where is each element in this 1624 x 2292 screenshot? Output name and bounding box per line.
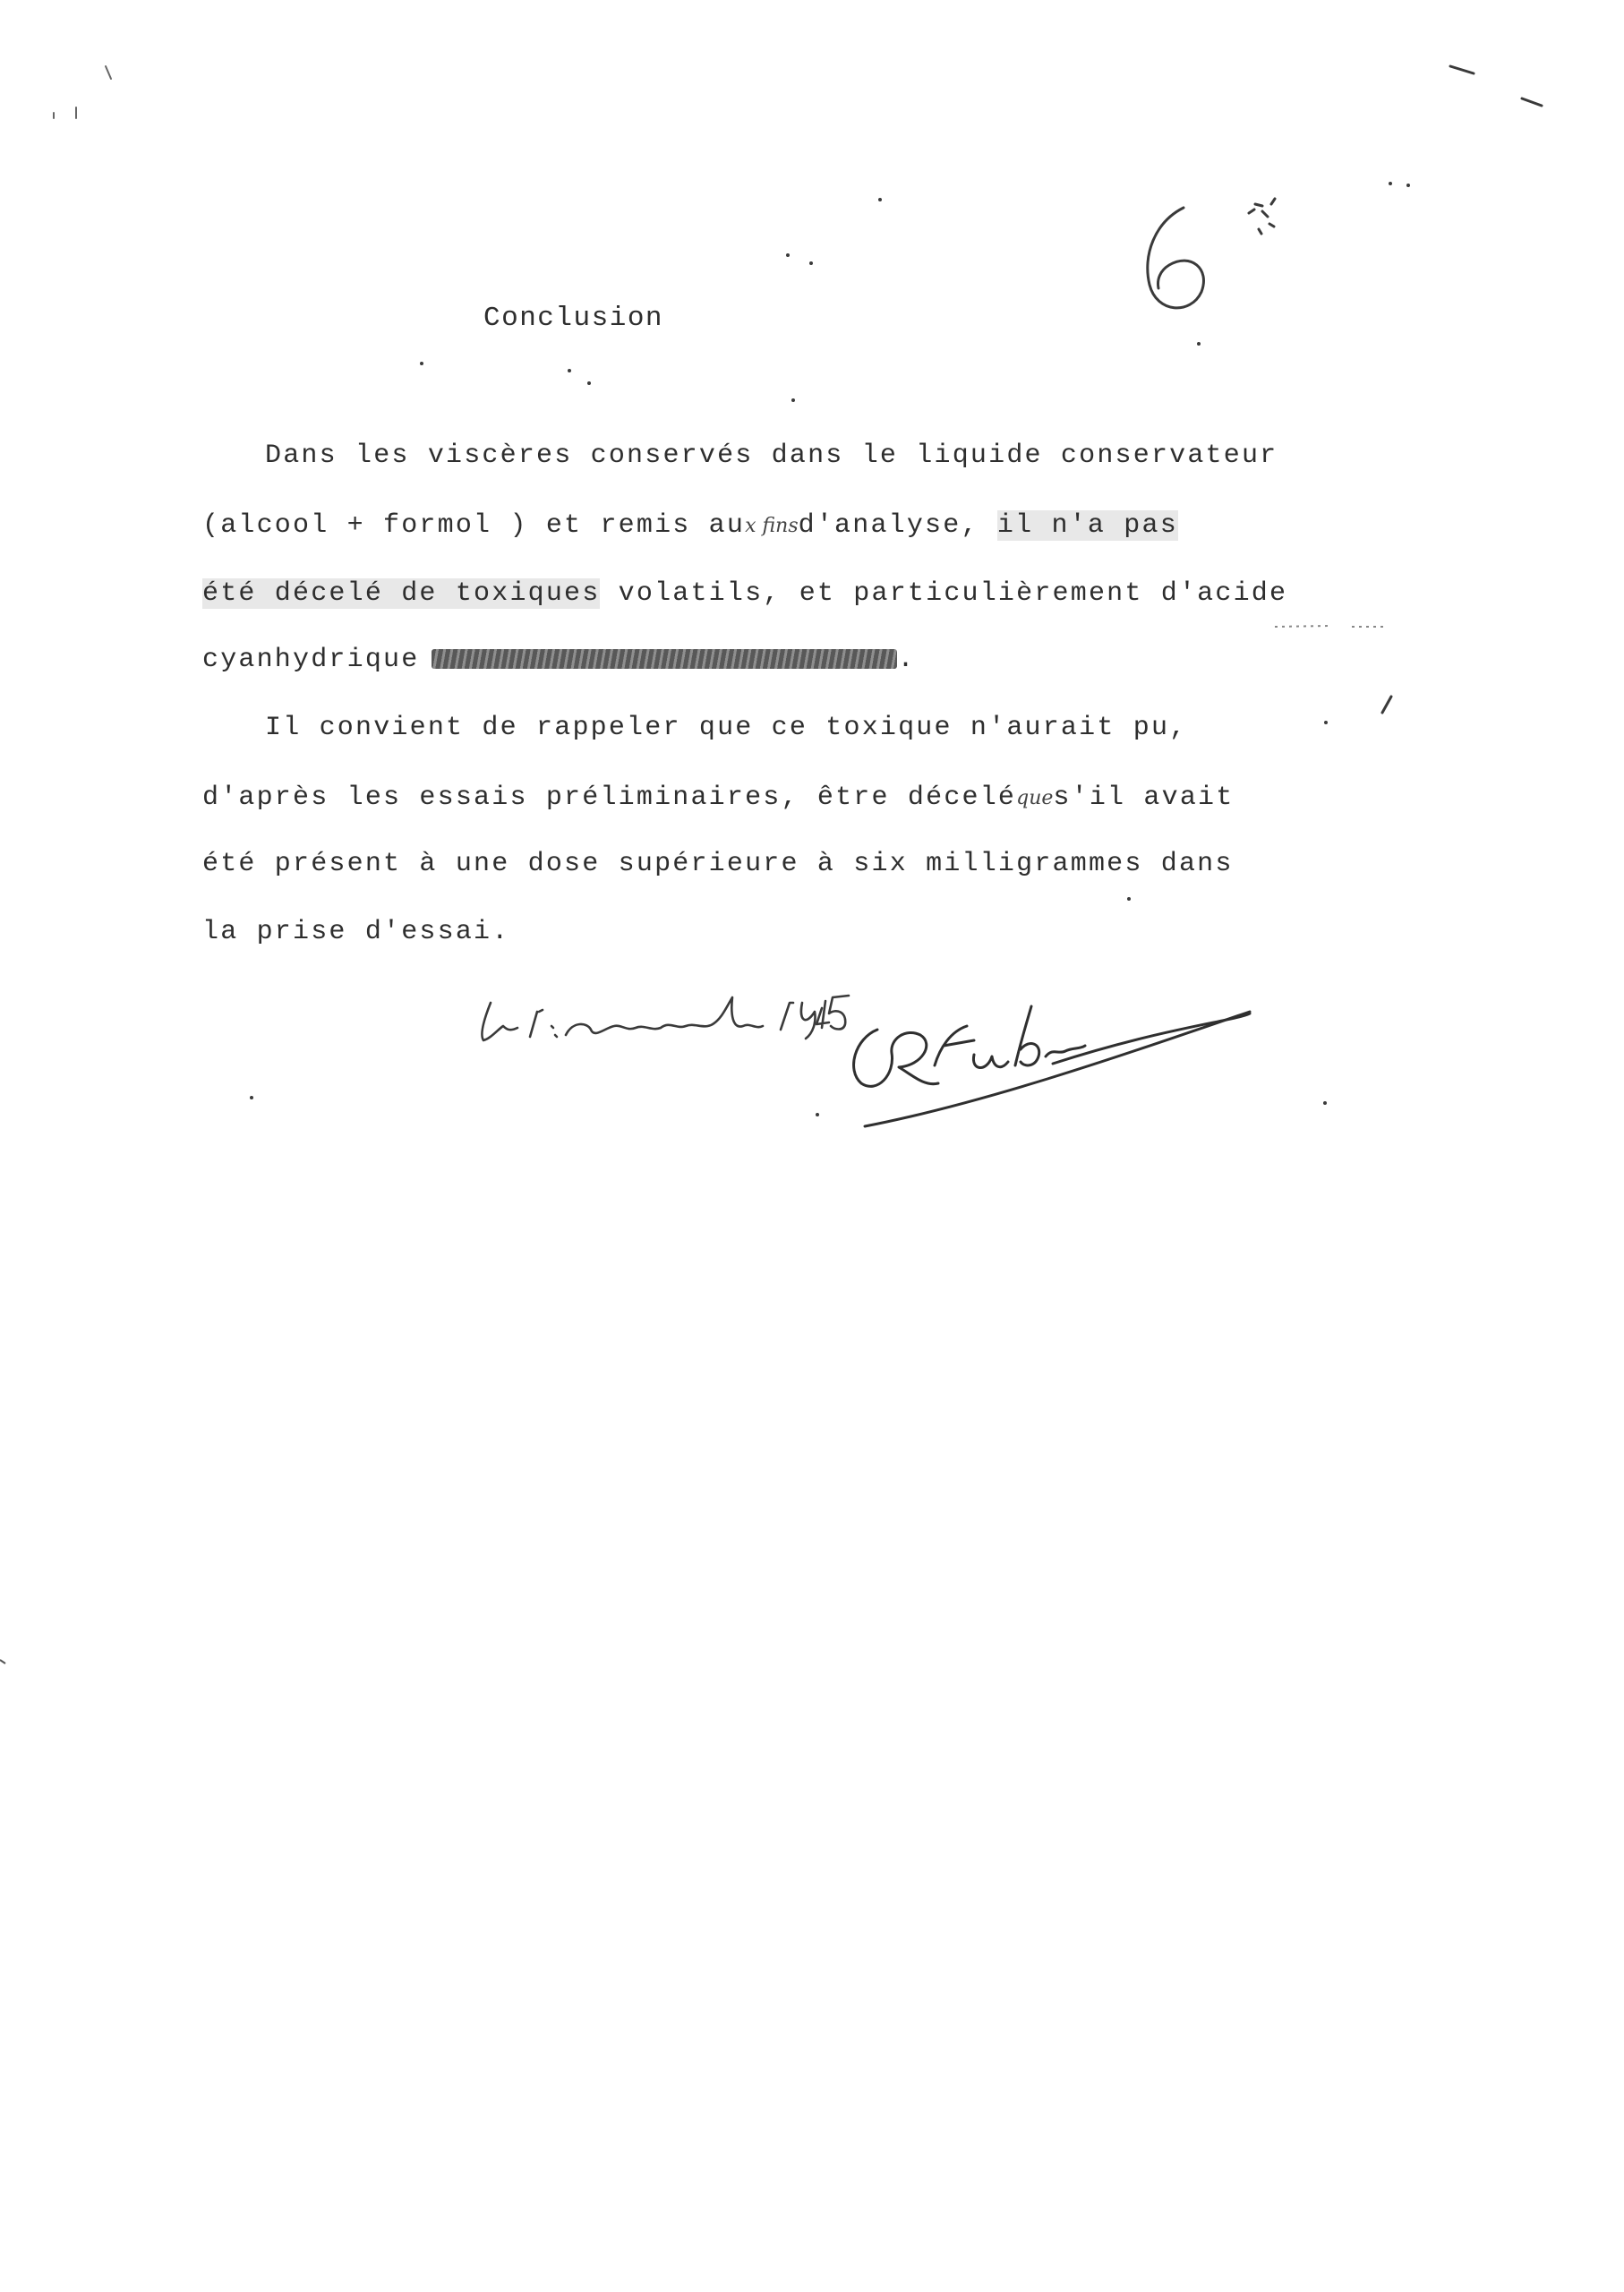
handwritten-correction: x fins — [745, 515, 799, 537]
paragraph-2-line-3: été présent à une dose supérieure à six milligrammes dans — [202, 849, 1234, 879]
text-segment: . — [897, 645, 916, 675]
page-number-handwritten — [1148, 199, 1275, 308]
highlighted-text: été décelé de toxiques — [202, 578, 601, 609]
paragraph-1-line-1: Dans les viscères conservés dans le liquide conservateur — [265, 440, 1278, 471]
highlighted-text: il n'a pas — [996, 510, 1178, 541]
paragraph-2-line-4: la prise d'essai. — [202, 917, 510, 947]
document-title: Conclusion — [483, 303, 664, 334]
scan-specks — [0, 66, 1542, 1663]
handwritten-correction: que — [1016, 787, 1054, 809]
paragraph-2-line-1: Il convient de rappeler que ce toxique n'aurait pu, — [265, 713, 1188, 743]
text-segment: cyanhydrique — [202, 645, 420, 675]
text-segment: (alcool + formol ) et remis au — [202, 510, 746, 541]
text-segment: d'après les essais préliminaires, être décelé — [202, 783, 1017, 813]
text-segment: d'analyse, — [798, 510, 997, 541]
text-segment: volatils, et particulièrement d'acide — [600, 578, 1288, 609]
text-segment: s'il avait — [1053, 783, 1235, 813]
handwritten-date — [482, 996, 849, 1040]
signature — [854, 1006, 1250, 1126]
